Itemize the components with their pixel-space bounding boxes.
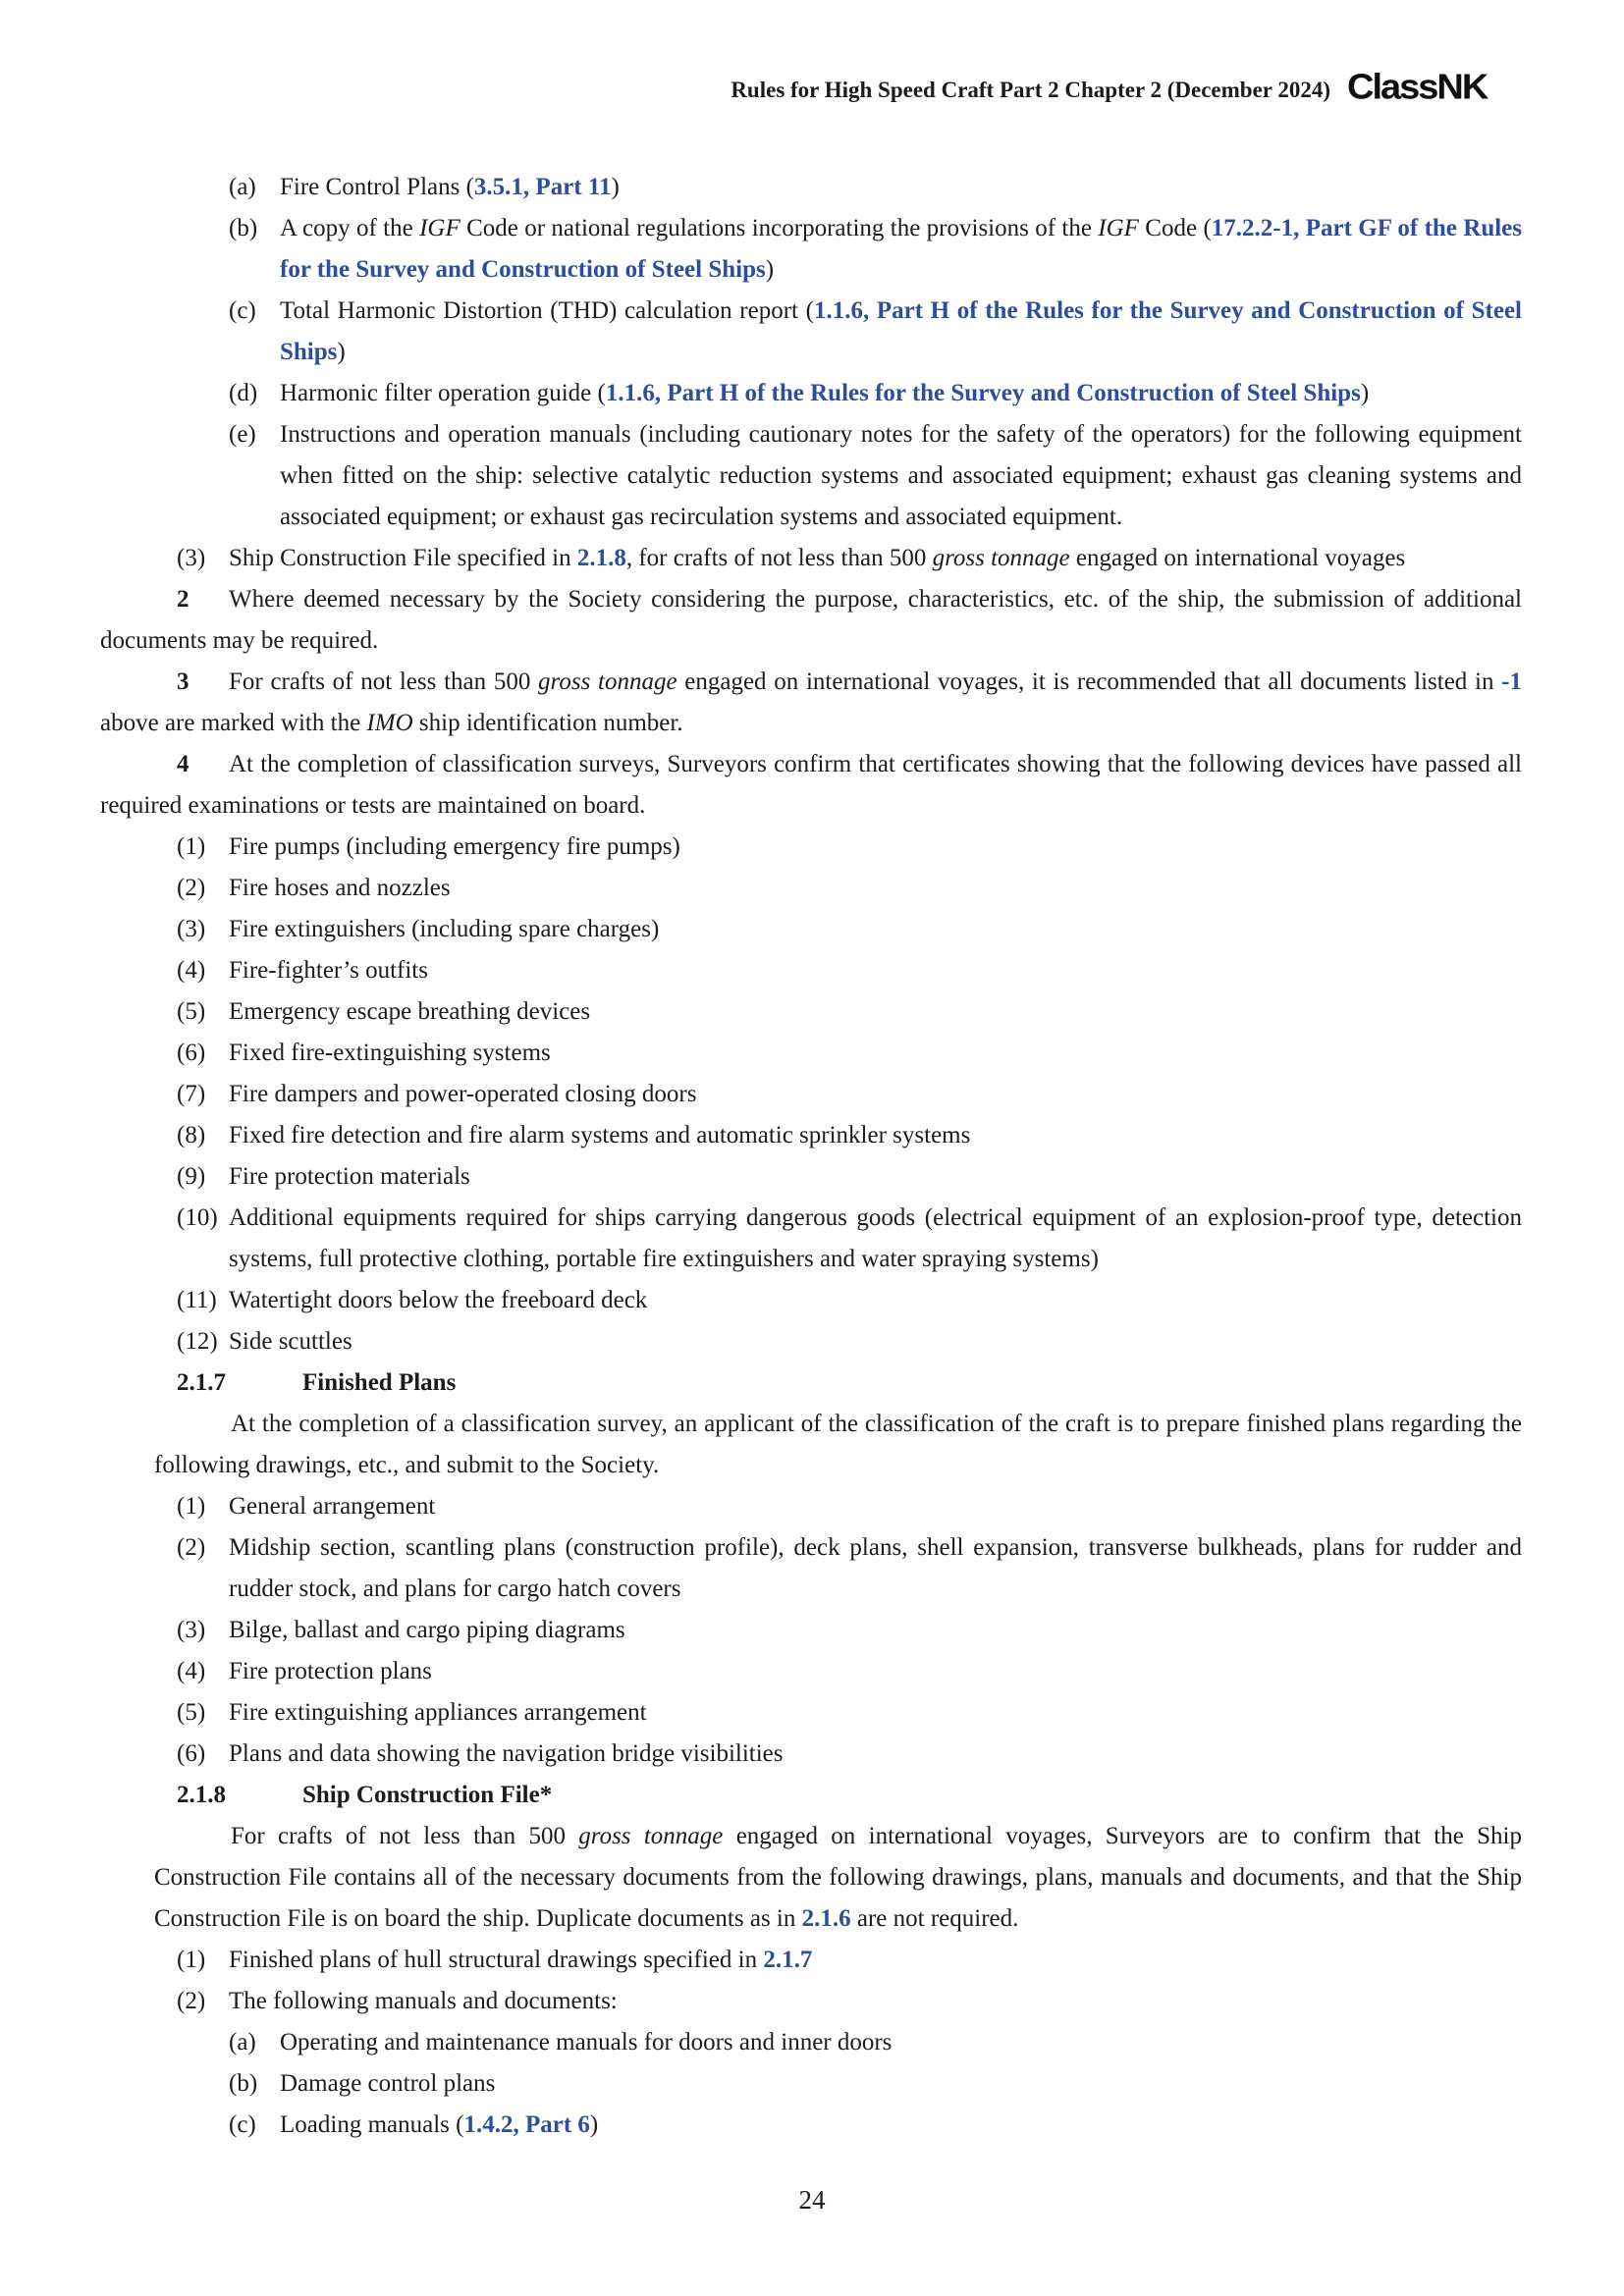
cross-reference-link[interactable]: 2.1.6 <box>801 1905 851 1932</box>
text-run: Fixed fire detection and fire alarm systems and automatic sprinkler systems <box>229 1122 971 1148</box>
text-run: gross tonnage <box>538 668 677 695</box>
text-run: For crafts of not less than 500 <box>231 1823 579 1849</box>
list-item-number <box>100 950 1522 991</box>
text-run: engaged on international voyages, Surveyors are to confirm that the Ship Construction File contains all of the necessary documents from the following drawings, plans, manuals and documents, and that the Ship Construction File is on board the ship. Duplicate documents as in <box>154 1823 1523 1932</box>
text-run: ) <box>611 174 620 200</box>
list-marker: (c) <box>229 297 256 324</box>
list-item-number <box>100 1156 1522 1198</box>
text-run: Damage control plans <box>280 2070 496 2097</box>
text-run: Plans and data showing the navigation bridge visibilities <box>229 1740 784 1767</box>
list-marker: (3) <box>177 916 206 942</box>
list-item-letter <box>100 208 1522 291</box>
text-run: A copy of the <box>280 215 420 241</box>
section-paragraph <box>154 1816 1522 1940</box>
list-marker: (9) <box>177 1163 206 1190</box>
text-run: Fire Control Plans ( <box>280 174 474 200</box>
list-marker: (e) <box>229 421 256 448</box>
list-item-letter <box>100 167 1522 208</box>
list-item-number <box>100 1074 1522 1115</box>
list-item-number <box>100 1198 1522 1280</box>
cross-reference-link[interactable]: 17.2.2-1, Part GF of the Rules for the Survey and Construction of Steel Ships <box>280 215 1522 283</box>
header-title: Rules for High Speed Craft Part 2 Chapter 2 (December 2024) <box>731 78 1330 102</box>
list-marker: (11) <box>177 1287 217 1313</box>
text-run: engaged on international voyages, it is recommended that all documents listed in <box>677 668 1502 695</box>
list-item-number <box>100 1486 1522 1527</box>
text-run: Instructions and operation manuals (including cautionary notes for the safety of the operators) for the following equipment when fitted on the ship: selective catalytic reduction systems and associated equipment; exhaust gas cleaning systems and associated equipment; or exhaust gas recirculation systems and associated equipment. <box>280 421 1522 530</box>
list-item-number <box>100 538 1522 579</box>
list-item-letter <box>100 2063 1522 2105</box>
list-item-number <box>100 1651 1522 1692</box>
text-run: Fire protection plans <box>229 1658 432 1684</box>
text-run: Finished plans of hull structural drawings specified in <box>229 1947 764 1973</box>
list-item-number <box>100 868 1522 909</box>
text-run: Fire extinguishers (including spare charges) <box>229 916 660 942</box>
text-run: above are marked with the <box>100 710 367 736</box>
text-run: , for crafts of not less than 500 <box>625 545 933 571</box>
list-marker: (3) <box>177 545 206 571</box>
text-run: engaged on international voyages <box>1069 545 1406 571</box>
list-marker: (6) <box>177 1740 206 1767</box>
text-run: Fire protection materials <box>229 1163 470 1190</box>
text-run: ) <box>337 339 346 365</box>
text-run: Loading manuals ( <box>280 2111 464 2138</box>
list-marker: (2) <box>177 1534 206 1561</box>
list-item-number <box>100 1115 1522 1156</box>
text-run: Fire extinguishing appliances arrangement <box>229 1699 647 1726</box>
list-marker: (4) <box>177 957 206 984</box>
page-number: 24 <box>798 2185 826 2215</box>
cross-reference-link[interactable]: -1 <box>1501 668 1522 695</box>
list-marker: (d) <box>229 380 258 406</box>
text-run: Fire-fighter’s outfits <box>229 957 428 984</box>
list-marker: (5) <box>177 998 206 1025</box>
text-run: Bilge, ballast and cargo piping diagrams <box>229 1617 625 1643</box>
text-run: gross tonnage <box>578 1823 724 1849</box>
text-run: Fire dampers and power-operated closing doors <box>229 1081 697 1107</box>
text-run: gross tonnage <box>932 545 1070 571</box>
list-marker: 3 <box>177 668 189 695</box>
list-marker: (a) <box>229 174 256 200</box>
list-item-letter <box>100 373 1522 414</box>
heading-title: Finished Plans <box>302 1369 457 1396</box>
list-marker: 2 <box>177 586 189 613</box>
text-run: Emergency escape breathing devices <box>229 998 591 1025</box>
list-marker: 4 <box>177 751 189 777</box>
cross-reference-link[interactable]: 3.5.1, Part 11 <box>473 174 612 200</box>
numbered-paragraph <box>100 579 1522 662</box>
text-run: The following manuals and documents: <box>229 1988 618 2014</box>
text-run: Side scuttles <box>229 1328 352 1355</box>
list-marker: (4) <box>177 1658 206 1684</box>
numbered-paragraph <box>100 662 1522 744</box>
text-run: Where deemed necessary by the Society considering the purpose, characteristics, etc. of the ship, the submission of additional documents may be required. <box>100 586 1522 654</box>
list-item-number <box>100 1981 1522 2022</box>
list-marker: (10) <box>177 1204 218 1231</box>
heading-number: 2.1.8 <box>177 1782 226 1808</box>
document-content <box>100 167 1522 2146</box>
text-run: At the completion of a classification survey, an applicant of the classification of the craft is to prepare finished plans regarding the following drawings, etc., and submit to the Society. <box>154 1411 1522 1478</box>
list-item-letter <box>100 414 1522 538</box>
text-run: IMO <box>366 710 413 736</box>
list-item-number <box>100 991 1522 1033</box>
text-run: ) <box>765 256 775 283</box>
list-item-number <box>100 827 1522 868</box>
list-item-number <box>100 1692 1522 1734</box>
heading-title: Ship Construction File* <box>302 1782 553 1808</box>
text-run: Code ( <box>1138 215 1212 241</box>
text-run: ship identification number. <box>412 710 683 736</box>
text-run: Midship section, scantling plans (construction profile), deck plans, shell expansion, transverse bulkheads, plans for rudder and rudder stock, and plans for cargo hatch covers <box>229 1534 1522 1602</box>
list-item-number <box>100 909 1522 950</box>
section-heading <box>177 1775 1522 1816</box>
text-run: Code or national regulations incorporating the provisions of the <box>460 215 1099 241</box>
text-run: Fire pumps (including emergency fire pumps) <box>229 833 680 860</box>
list-marker: (b) <box>229 2070 258 2097</box>
list-marker: (a) <box>229 2029 256 2056</box>
text-run: At the completion of classification surveys, Surveyors confirm that certificates showing that the following devices have passed all required examinations or tests are maintained on board. <box>100 751 1522 819</box>
list-marker: (6) <box>177 1040 206 1066</box>
cross-reference-link[interactable]: 2.1.8 <box>576 545 626 571</box>
cross-reference-link[interactable]: 2.1.7 <box>763 1947 813 1973</box>
heading-number: 2.1.7 <box>177 1369 226 1396</box>
list-marker: (5) <box>177 1699 206 1726</box>
text-run: General arrangement <box>229 1493 436 1520</box>
list-marker: (3) <box>177 1617 206 1643</box>
text-run: Additional equipments required for ships carrying dangerous goods (electrical equipment of an explosion-proof type, detection systems, full protective clothing, portable fire extinguishers and water spraying systems) <box>229 1204 1522 1272</box>
numbered-paragraph <box>100 744 1522 827</box>
text-run: Total Harmonic Distortion (THD) calculation report ( <box>280 297 814 324</box>
list-marker: (1) <box>177 833 206 860</box>
cross-reference-link[interactable]: 1.1.6, Part H of the Rules for the Survey and Construction of Steel Ships <box>605 380 1361 406</box>
list-marker: (2) <box>177 1988 206 2014</box>
text-run: IGF <box>419 215 460 241</box>
text-run: Operating and maintenance manuals for doors and inner doors <box>280 2029 893 2056</box>
text-run: Fixed fire-extinguishing systems <box>229 1040 551 1066</box>
text-run: Fire hoses and nozzles <box>229 875 451 901</box>
list-item-letter <box>100 291 1522 373</box>
list-marker: (12) <box>177 1328 218 1355</box>
text-run: Ship Construction File specified in <box>229 545 577 571</box>
text-run: IGF <box>1098 215 1139 241</box>
list-item-letter <box>100 2105 1522 2146</box>
section-paragraph <box>154 1404 1522 1486</box>
list-item-number <box>100 1321 1522 1362</box>
list-item-number <box>100 1734 1522 1775</box>
list-marker: (b) <box>229 215 258 241</box>
list-marker: (c) <box>229 2111 256 2138</box>
list-item-number <box>100 1610 1522 1651</box>
text-run: ) <box>589 2111 599 2138</box>
list-marker: (8) <box>177 1122 206 1148</box>
text-run: are not required. <box>850 1905 1019 1932</box>
text-run: ) <box>1360 380 1370 406</box>
classnk-logo: ClassNK <box>1347 68 1488 107</box>
list-marker: (1) <box>177 1947 206 1973</box>
text-run: Harmonic filter operation guide ( <box>280 380 606 406</box>
list-item-number <box>100 1280 1522 1321</box>
list-item-number <box>100 1940 1522 1981</box>
list-item-number <box>100 1033 1522 1074</box>
section-heading <box>177 1362 1522 1404</box>
list-item-letter <box>100 2022 1522 2063</box>
cross-reference-link[interactable]: 1.4.2, Part 6 <box>463 2111 590 2138</box>
text-run: For crafts of not less than 500 <box>229 668 539 695</box>
text-run: Watertight doors below the freeboard deck <box>229 1287 648 1313</box>
list-marker: (7) <box>177 1081 206 1107</box>
list-marker: (1) <box>177 1493 206 1520</box>
list-item-number <box>100 1527 1522 1610</box>
list-marker: (2) <box>177 875 206 901</box>
cross-reference-link[interactable]: 1.1.6, Part H of the Rules for the Survey and Construction of Steel Ships <box>280 297 1522 365</box>
